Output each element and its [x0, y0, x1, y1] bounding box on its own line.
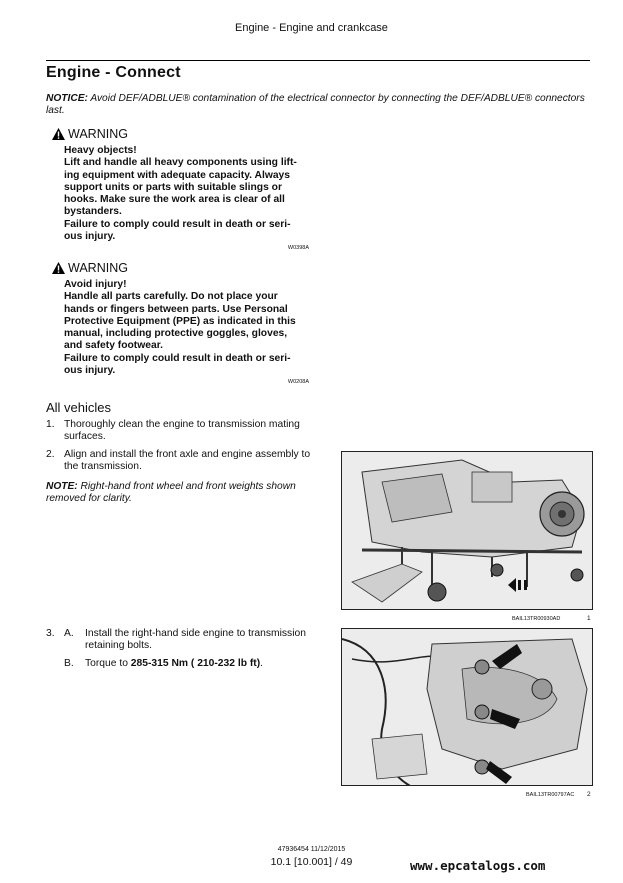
substep-text: Install the right-hand side engine to transmission retaining bolts.: [85, 628, 306, 651]
warning-line: Failure to comply could result in death or seri-: [64, 218, 291, 230]
step-text: Thoroughly clean the engine to transmission mating surfaces.: [64, 419, 300, 442]
substep-letter: B.: [64, 658, 74, 669]
warning-line: support units or parts with suitable slings or: [64, 181, 282, 193]
figure-1-code: BAIL13TR00930AD: [512, 616, 561, 622]
warning-line: ous injury.: [64, 365, 116, 377]
figure-1-number: 1: [587, 615, 591, 622]
engine-assembly-illustration: [342, 452, 593, 610]
step-number: 2.: [46, 449, 55, 460]
warning-title: WARNING: [68, 127, 128, 141]
section-heading: All vehicles: [46, 400, 112, 415]
warning-line: Heavy objects!: [64, 145, 137, 156]
running-header: Engine - Engine and crankcase: [235, 22, 388, 34]
notice-paragraph: [46, 93, 592, 117]
warning-line: ous injury.: [64, 231, 116, 243]
warning-block-heavy-objects: [52, 127, 309, 252]
warning-triangle-icon: [52, 262, 65, 274]
step-2: [46, 449, 321, 473]
warning-title: WARNING: [68, 261, 128, 275]
watermark: www.epcatalogs.com: [410, 858, 546, 873]
warning-line: Handle all parts carefully. Do not place your: [64, 291, 278, 303]
warning-code: W0398A: [287, 245, 309, 252]
warning-line: hooks. Make sure the work area is clear of all: [64, 194, 285, 206]
header-rule: [46, 60, 590, 61]
warning-line: Failure to comply could result in death or seri-: [64, 352, 291, 364]
step-number: 3.: [46, 628, 55, 639]
retaining-bolts-illustration: [342, 629, 593, 786]
notice-text: Avoid DEF/ADBLUE® contamination of the electrical connector by connecting the DEF/ADBLUE® connectors last.: [46, 93, 585, 116]
step-number: 1.: [46, 419, 55, 430]
warning-line: bystanders.: [64, 206, 122, 218]
step-3a: [64, 628, 324, 652]
figure-1-engine-axle-assembly: [341, 451, 593, 610]
footer-doc-code: 47936454 11/12/2015: [277, 846, 346, 853]
warning-line: Protective Equipment (PPE) as indicated in this: [64, 315, 296, 327]
warning-line: Lift and handle all heavy components using lift-: [64, 157, 297, 169]
torque-value: 285-315 Nm ( 210-232 lb ft): [130, 658, 261, 669]
warning-line: Avoid injury!: [64, 279, 127, 290]
warning-triangle-icon: [52, 128, 65, 140]
warning-code: W0208A: [287, 379, 309, 386]
figure-2-retaining-bolts: [341, 628, 593, 786]
figure-2-number: 2: [587, 791, 591, 798]
warning-line: and safety footwear.: [64, 340, 163, 352]
step-1: [46, 419, 321, 443]
substep-letter: A.: [64, 628, 74, 639]
substep-text: Torque to 285-315 Nm ( 210-232 lb ft).: [85, 658, 264, 669]
warning-block-avoid-injury: [52, 261, 309, 386]
step-text: Align and install the front axle and engine assembly to the transmission.: [64, 449, 311, 472]
step-3b: [64, 658, 324, 670]
warning-line: manual, including protective goggles, gloves,: [64, 328, 288, 340]
warning-line: hands or fingers between parts. Use Personal: [64, 303, 288, 315]
page-title: Engine - Connect: [46, 64, 181, 81]
note-label: NOTE:: [46, 481, 78, 492]
notice-label: NOTICE:: [46, 93, 88, 104]
note-text: Right-hand front wheel and front weights shown removed for clarity.: [46, 481, 296, 504]
footer-page-number: 10.1 [10.001] / 49: [270, 856, 353, 868]
note-paragraph: [46, 481, 322, 505]
warning-line: ing equipment with adequate capacity. Always: [64, 169, 291, 181]
figure-2-code: BAIL13TR00797AC: [526, 792, 575, 798]
